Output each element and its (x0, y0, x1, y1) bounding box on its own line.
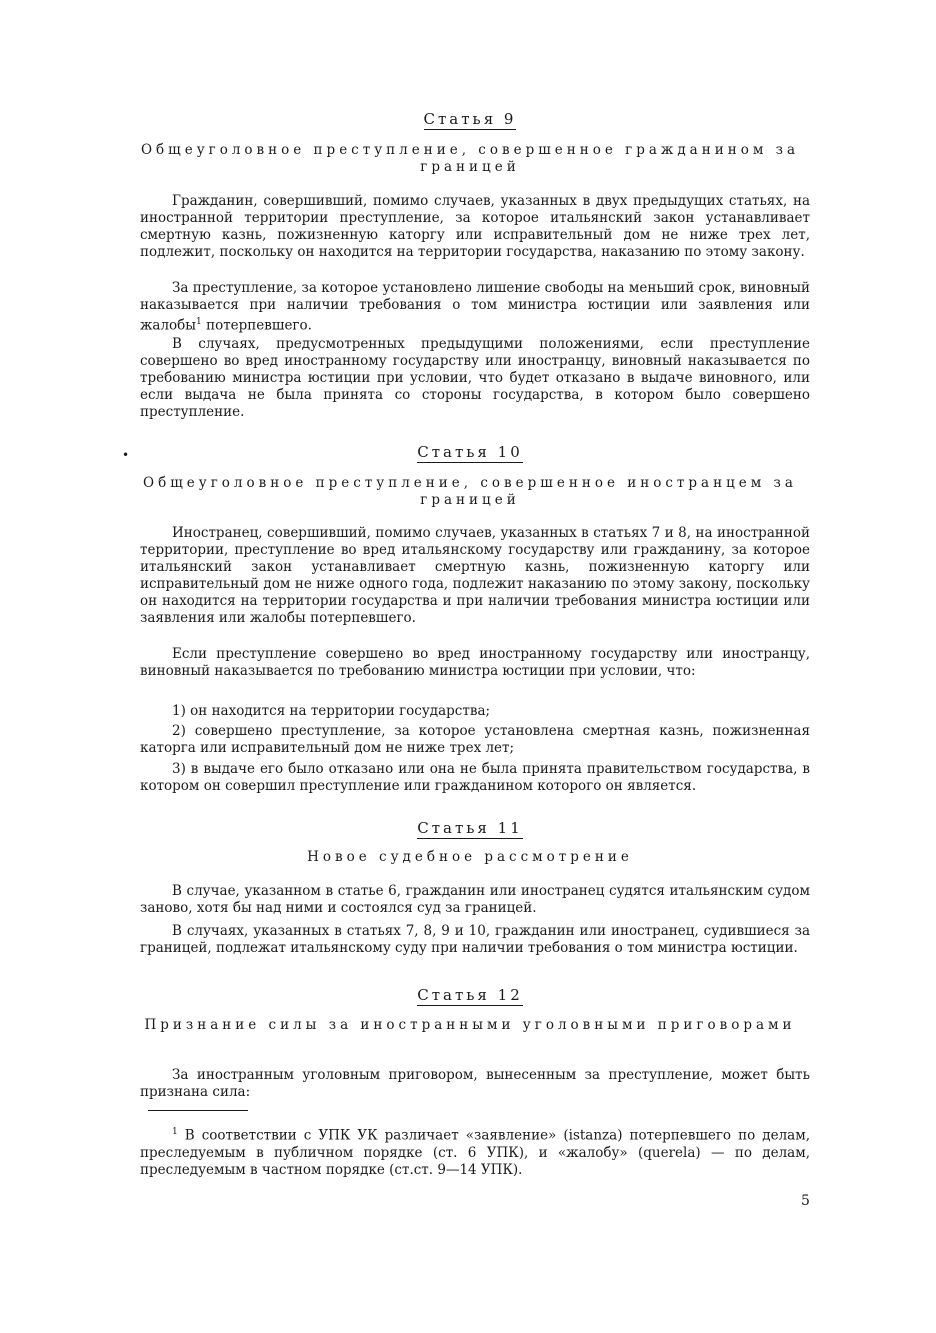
margin-dot: • (122, 448, 130, 462)
article-12-paragraph-1: За иностранным уголовным приговором, вынесенным за преступление, может быть признана сила: (140, 1067, 810, 1100)
article-12-subtitle: Признание силы за иностранными уголовными приговорами (144, 1017, 796, 1033)
article-10-item-3: 3) в выдаче его было отказано или она не была принята правительством государства, в котором он совершил преступление или гражданином которого он является. (140, 761, 810, 794)
article-11-subtitle: Новое судебное рассмотрение (307, 849, 633, 865)
footnote-ref: 1 (196, 317, 202, 327)
article-9-paragraph-2: За преступление, за которое установлено лишение свободы на меньший срок, виновный наказывается при наличии требования о том министра юстиции или заявления или жалобы$^1$ потерпевшего. (140, 280, 810, 334)
article-10-title: Статья 10 (417, 443, 523, 461)
article-10-paragraph-1: Иностранец, совершивший, помимо случаев, указанных в статьях 7 и 8, на иностранной территории, преступление во вред итальянскому государству или гражданину, за которое итальянский закон устанавливает смертную казнь, пожизненную каторгу или исправительный дом не ниже одного года, подлежит наказанию по этому закону, поскольку он находится на территории государства и при наличии требования министра юстиции или заявления или жалобы потерпевшего. (140, 525, 810, 626)
footnote (140, 1124, 810, 1179)
article-9-title: Статья 9 (423, 110, 517, 128)
article-10-subtitle: Общеуголовное преступление, совершенное иностранцем за границей (143, 475, 797, 508)
page-number: 5 (801, 1193, 810, 1209)
footnote-divider (148, 1110, 248, 1111)
article-11-title: Статья 11 (417, 819, 523, 837)
footnote-text: В соответствии с УПК УК различает «заявление» (istanza) потерпевшего по делам, преследуемым в публичном порядке (ст. 6 УПК), и «жалобу» (querela) — по делам, преследуемым в частном порядке (ст.ст. 9—14 УПК). (140, 1127, 810, 1178)
article-9-paragraph-3: В случаях, предусмотренных предыдущими положениями, если преступление совершено во вред иностранному государству или иностранцу, виновный наказывается по требованию министра юстиции при условии, что будет отказано в выдаче виновного, или если выдача не была принята со стороны государства, в котором было совершено преступление. (140, 336, 810, 420)
article-9-subtitle: Общеуголовное преступление, совершенное гражданином за границей (140, 142, 800, 175)
article-11-paragraph-2: В случаях, указанных в статьях 7, 8, 9 и 10, гражданин или иностранец, судившиеся за границей, подлежат итальянскому суду при наличии требования о том министра юстиции. (140, 923, 810, 956)
article-11-paragraph-1: В случае, указанном в статье 6, гражданин или иностранец судятся итальянским судом заново, хотя бы над ними и состоялся суд за границей. (140, 883, 810, 916)
article-10-item-1: 1) он находится на территории государства; (172, 703, 491, 719)
article-9-paragraph-1: Гражданин, совершивший, помимо случаев, указанных в двух предыдущих статьях, на иностранной территории преступление, за которое итальянский закон устанавливает смертную казнь, пожизненную каторгу или исправительный дом не ниже трех лет, подлежит, поскольку он находится на территории государства, наказанию по этому закону. (140, 193, 810, 260)
article-10-paragraph-2: Если преступление совершено во вред иностранному государству или иностранцу, виновный наказывается по требованию министра юстиции при условии, что: (140, 646, 810, 679)
article-12-title: Статья 12 (417, 986, 523, 1004)
article-10-item-2: 2) совершено преступление, за которое установлена смертная казнь, пожизненная каторга или исправительный дом не ниже трех лет; (140, 723, 810, 756)
footnote-marker: 1 (172, 1127, 178, 1137)
